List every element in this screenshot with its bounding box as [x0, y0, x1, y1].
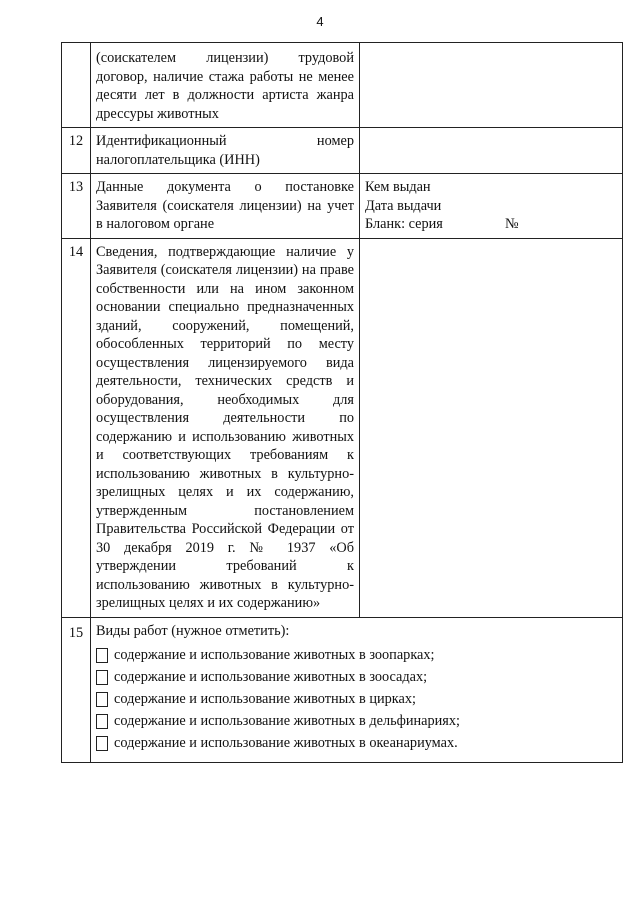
work-type-label: содержание и использование животных в дельфинариях; — [114, 712, 461, 729]
work-types-checkbox-list — [96, 644, 617, 754]
table-row-14 — [62, 238, 623, 617]
work-type-label: содержание и использование животных в зоопарках; — [114, 646, 435, 663]
table-row-13 — [62, 174, 623, 239]
row-description-cell: Сведения, подтверждающие наличие у Заявителя (соискателя лицензии) на праве собственности или на ином законном основании специально предназначенных зданий, сооружений, помещений, обособленных территорий по месту осуществления лицензируемого вида деятельности, технических средств и оборудования, необходимых для осуществления деятельности по содержанию и использованию животных и соответствующих требованиям к использованию животных в культурно-зрелищных целях и их содержанию, утвержденным постановлением Правительства Российской Федерации от 30 декабря 2019 г. № 1937 «Об утверждении требований к использованию животных в культурно-зрелищных целях и их содержанию» — [91, 238, 360, 617]
row-description-cell: (соискателем лицензии) трудовой договор, наличие стажа работы не менее десяти лет в должности артиста жанра дрессуры животных — [91, 43, 360, 128]
checkbox-icon[interactable] — [96, 692, 108, 707]
work-types-title: Виды работ (нужное отметить): — [96, 622, 290, 639]
work-type-option-oceanarium[interactable] — [96, 732, 617, 754]
work-type-label: содержание и использование животных в цирках; — [114, 690, 416, 707]
work-type-option-dolphinarium[interactable] — [96, 710, 617, 732]
checkbox-icon[interactable] — [96, 670, 108, 685]
work-type-option-circus[interactable] — [96, 688, 617, 710]
row-number-cell: 12 — [62, 128, 91, 174]
application-form-table — [61, 42, 623, 763]
work-type-label: содержание и использование животных в океанариумах. — [114, 734, 458, 751]
row-number-cell — [62, 43, 91, 128]
blank-number-label: № — [505, 216, 519, 232]
row-value-cell[interactable] — [360, 43, 623, 128]
checkbox-icon[interactable] — [96, 736, 108, 751]
row-number-cell: 15 — [62, 617, 91, 763]
table-row-15 — [62, 617, 623, 763]
row-number-cell: 14 — [62, 238, 91, 617]
checkbox-icon[interactable] — [96, 648, 108, 663]
issue-date-label: Дата выдачи — [365, 197, 442, 214]
issued-by-label: Кем выдан — [365, 179, 431, 195]
work-type-label: содержание и использование животных в зоосадах; — [114, 668, 428, 685]
work-types-cell — [91, 617, 623, 763]
blank-series-label: Бланк: серия — [365, 216, 443, 232]
row-description-cell: Данные документа о постановке Заявителя (соискателя лицензии) на учет в налоговом органе — [91, 174, 360, 239]
page-number: 4 — [316, 14, 324, 29]
table-row-12 — [62, 128, 623, 174]
work-type-option-zoo[interactable] — [96, 644, 617, 666]
table-row-continuation — [62, 43, 623, 128]
work-type-option-zoo-garden[interactable] — [96, 666, 617, 688]
blank-series-line — [365, 215, 617, 234]
tax-registration-value-cell[interactable] — [360, 174, 623, 239]
inn-value-cell[interactable] — [360, 128, 623, 174]
row-number-cell: 13 — [62, 174, 91, 239]
checkbox-icon[interactable] — [96, 714, 108, 729]
row-description-cell: Идентификационный номер налогоплательщика (ИНН) — [91, 128, 360, 174]
premises-value-cell[interactable] — [360, 238, 623, 617]
